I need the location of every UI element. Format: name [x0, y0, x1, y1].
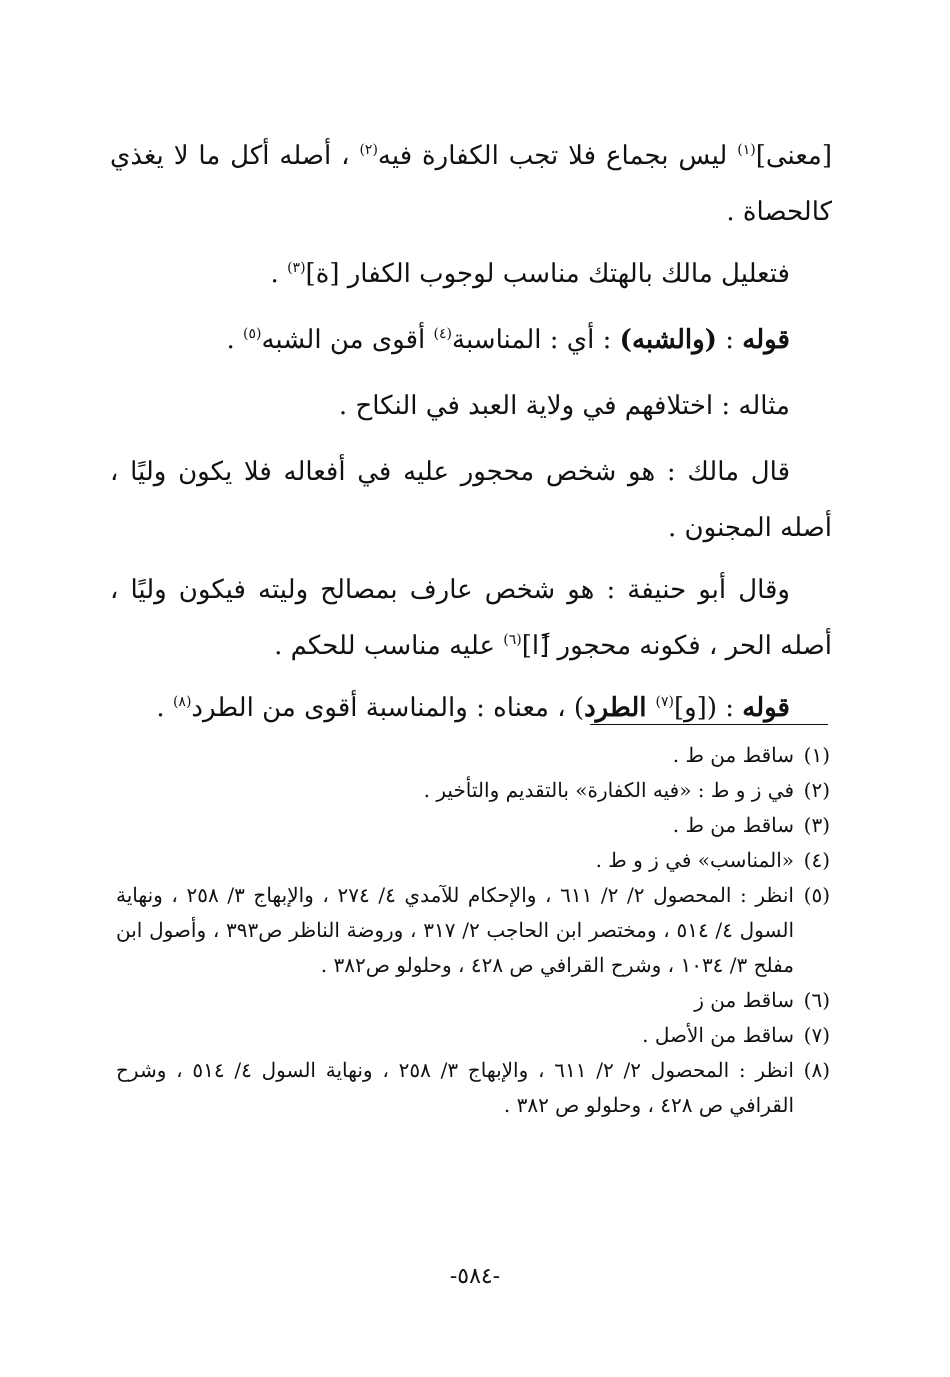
text-run: ليس بجماع فلا تجب الكفارة فيه	[377, 141, 738, 171]
text-run: : أي : المناسبة	[452, 325, 620, 355]
footnote-text: «المناسب» في ز و ط .	[595, 848, 794, 872]
footnote-ref: (٨)	[172, 694, 192, 710]
footnote-number: (٨)	[803, 1058, 830, 1082]
paragraph-4: مثاله : اختلافهم في ولاية العبد في النكاح .	[338, 391, 790, 421]
footnote-item	[116, 773, 830, 808]
footnotes	[116, 738, 830, 1123]
paragraph-7	[110, 680, 832, 736]
text-run: [معنى]	[755, 141, 832, 171]
footnote-ref: (٢)	[359, 142, 378, 158]
footnote-number: (٦)	[803, 988, 830, 1012]
paragraph-2	[110, 246, 832, 302]
page-number: -٥٨٤-	[449, 1264, 501, 1289]
footnote-item	[116, 808, 830, 843]
paragraph-3	[110, 312, 832, 368]
main-text	[110, 128, 832, 742]
text-run: .	[226, 325, 243, 355]
footnote-item	[116, 983, 830, 1018]
footnote-text: انظر : المحصول ٢/ ٢/ ٦١١ ، والإحكام للآمدي ٤/ ٢٧٤ ، والإبهاج ٣/ ٢٥٨ ، ونهاية السول ٤/ ٥١٤ ، ومختصر ابن الحاجب ٢/ ٣١٧ ، وروضة الناظر ص٣٩٣ ، وأصول ابن مفلح ٣/ ١٠٣٤ ، وشرح القرافي ص ٤٢٨ ، وحلولو ص٣٨٢ .	[116, 883, 795, 977]
text-run: :	[716, 325, 743, 355]
footnote-number: (٥)	[803, 883, 830, 907]
text-run: أقوى من الشبه	[261, 325, 434, 355]
footnote-ref: (٣)	[287, 260, 306, 276]
text-run: : ([و]	[673, 693, 743, 723]
footnote-divider	[590, 724, 828, 725]
paragraph-5: قال مالك : هو شخص محجور عليه في أفعاله فلا يكون وليًا ، أصله المجنون .	[110, 457, 832, 543]
quote-lead: قوله	[742, 693, 790, 723]
paragraph-1	[110, 128, 832, 240]
text-run: .	[270, 259, 288, 289]
footnote-item	[116, 878, 830, 983]
footnote-number: (٢)	[803, 778, 830, 802]
footnote-text: انظر : المحصول ٢/ ٢/ ٦١١ ، والإبهاج ٣/ ٢٥٨ ، ونهاية السول ٤/ ٥١٤ ، وشرح القرافي ص ٤٢٨ ، وحلولو ص ٣٨٢ .	[116, 1058, 794, 1117]
footnote-ref: (٦)	[503, 632, 522, 648]
footnote-ref: (٥)	[242, 326, 262, 342]
footnote-number: (٤)	[803, 848, 830, 872]
text-run: ، أصله أكل ما لا يغذي كالحصاة .	[110, 141, 832, 227]
footnote-ref: (١)	[737, 142, 756, 158]
footnote-text: ساقط من ط .	[672, 813, 794, 837]
quote-lead: قوله	[742, 325, 790, 355]
footnote-ref: (٧)	[655, 694, 674, 710]
footnote-number: (١)	[803, 743, 830, 767]
footnote-text: في ز و ط : «فيه الكفارة» بالتقديم والتأخير .	[423, 778, 794, 802]
text-run: فتعليل مالك بالهتك مناسب لوجوب الكفار [ة]	[305, 259, 790, 289]
footnote-text: ساقط من ز	[694, 988, 794, 1012]
footnote-text: ساقط من الأصل .	[642, 1023, 794, 1047]
footnote-item	[116, 1018, 830, 1053]
quoted-term: (والشبه)	[619, 325, 717, 355]
text-run: وقال أبو حنيفة : هو شخص عارف بمصالح وليته فيكون وليًا ، أصله الحر ، فكونه محجور [ًا]	[110, 575, 832, 661]
text-run: ) ، معناه : والمناسبة أقوى من الطرد	[191, 693, 585, 723]
footnote-item	[116, 1053, 830, 1123]
footnote-text: ساقط من ط .	[672, 743, 794, 767]
footnote-number: (٣)	[803, 813, 830, 837]
footnote-number: (٧)	[803, 1023, 830, 1047]
paragraph-6	[110, 562, 832, 674]
text-run: عليه مناسب للحكم .	[274, 631, 504, 661]
footnote-ref: (٤)	[433, 326, 452, 342]
footnote-item	[116, 843, 830, 878]
quoted-term: الطرد	[584, 693, 656, 723]
footnote-item	[116, 738, 830, 773]
text-run: .	[156, 693, 173, 723]
